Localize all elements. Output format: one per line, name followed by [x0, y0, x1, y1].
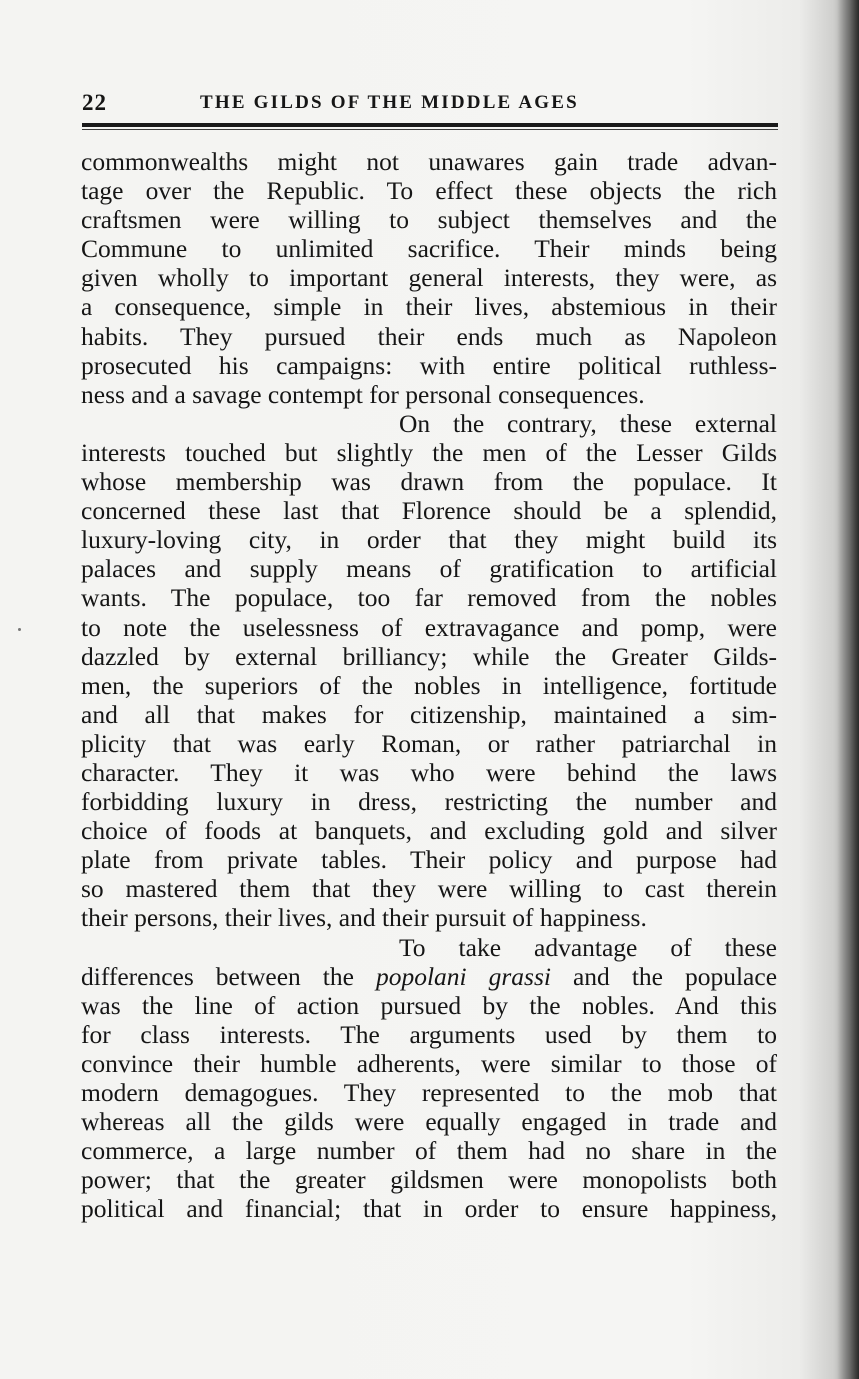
text-line: luxury-loving city, in order that they might build its — [81, 525, 777, 555]
text-line: prosecuted his campaigns: with entire political ruthless- — [81, 350, 777, 380]
text-line: a consequence, simple in their lives, abstemious in their — [81, 292, 777, 322]
text-line: political and financial; that in order to ensure happiness, — [81, 1194, 777, 1224]
body-text — [81, 147, 777, 1223]
text-line-with-italic — [81, 962, 777, 991]
text-line-paragraph-start: On the contrary, these external — [399, 408, 777, 438]
running-head — [82, 90, 782, 120]
text-line: Commune to unlimited sacrifice. Their minds being — [81, 234, 777, 264]
header-rule-thin — [82, 129, 778, 130]
text-line: given wholly to important general interests, they were, as — [81, 263, 777, 293]
text-line: tage over the Republic. To effect these objects the rich — [81, 176, 777, 206]
text-line: character. They it was who were behind the laws — [81, 757, 777, 787]
text-line: power; that the greater gildsmen were monopolists both — [81, 1165, 777, 1195]
text-line: habits. They pursued their ends much as Napoleon — [81, 321, 777, 351]
text-line: commonwealths might not unawares gain trade advan- — [81, 147, 777, 176]
text-line: convince their humble adherents, were similar to those of — [81, 1048, 777, 1078]
text-line: whose membership was drawn from the populace. It — [81, 467, 777, 497]
text-line: and all that makes for citizenship, maintained a sim- — [81, 699, 777, 729]
page-number: 22 — [82, 90, 107, 115]
text-line: so mastered them that they were willing to cast therein — [81, 874, 777, 904]
text-line: forbidding luxury in dress, restricting the number and — [81, 787, 777, 817]
text-line: choice of foods at banquets, and excluding gold and silver — [81, 816, 777, 846]
text-line: concerned these last that Florence should be a splendid, — [81, 496, 777, 526]
text-line: dazzled by external brilliancy; while the Greater Gilds- — [81, 641, 777, 671]
text-line: to note the uselessness of extravagance and pomp, were — [81, 612, 777, 642]
text-segment: and the populace — [550, 961, 778, 991]
text-line: modern demagogues. They represented to the mob that — [81, 1078, 777, 1107]
italic-term: popolani grassi — [375, 961, 551, 991]
text-line: plicity that was early Roman, or rather patriarchal in — [81, 728, 777, 758]
text-line-paragraph-start: To take advantage of these — [399, 932, 777, 962]
text-line: craftsmen were willing to subject themselves and the — [81, 205, 777, 235]
text-line: plate from private tables. Their policy and purpose had — [81, 845, 777, 875]
text-line: was the line of action pursued by the nobles. And this — [81, 990, 777, 1020]
text-line: interests touched but slightly the men of the Lesser Gilds — [81, 437, 777, 467]
text-line: for class interests. The arguments used by them to — [81, 1019, 777, 1049]
text-line: palaces and supply means of gratification to artificial — [81, 554, 777, 584]
page-gutter-shadow — [837, 0, 859, 1379]
text-line: ness and a savage contempt for personal consequences. — [81, 379, 645, 409]
text-line: men, the superiors of the nobles in intelligence, fortitude — [81, 670, 777, 700]
text-line: their persons, their lives, and their pursuit of happiness. — [81, 903, 647, 933]
header-rule-thick — [82, 123, 778, 127]
text-line: whereas all the gilds were equally engaged in trade and — [81, 1107, 777, 1137]
text-line: commerce, a large number of them had no share in the — [81, 1136, 777, 1166]
text-line: wants. The populace, too far removed from the nobles — [81, 583, 777, 613]
text-segment: differences between the — [81, 961, 376, 991]
running-title: THE GILDS OF THE MIDDLE AGES — [200, 92, 579, 113]
margin-speck — [18, 628, 21, 631]
